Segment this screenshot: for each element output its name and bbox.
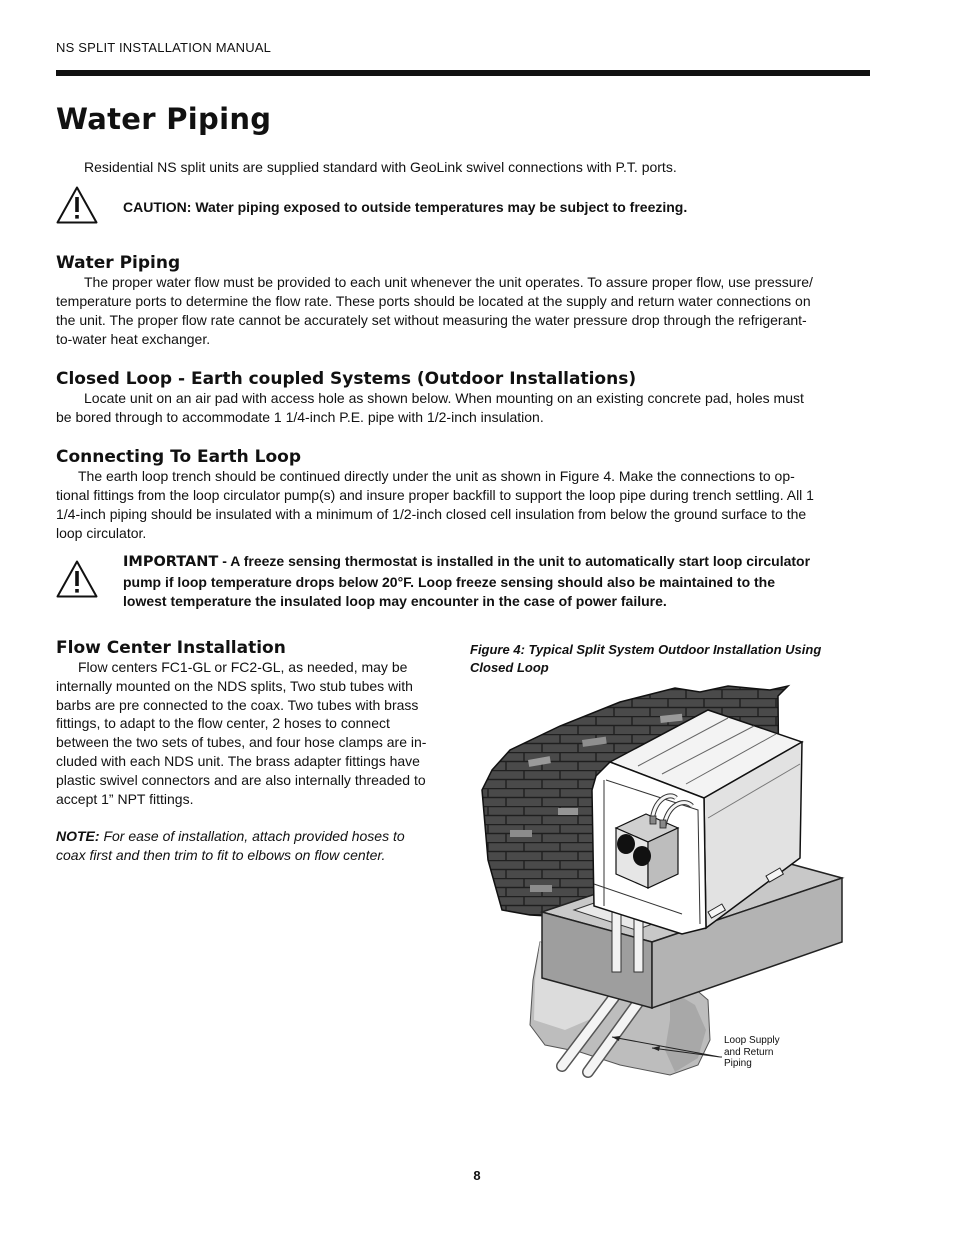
note-line [56,827,454,846]
paragraph-line: Flow centers FC1-GL or FC2-GL, as needed, may be [78,659,408,675]
paragraph-line: cluded with each NDS unit. The brass adapter fittings have [56,752,420,769]
section-heading-water-piping: Water Piping [56,253,181,273]
paragraph-line: 1/4-inch piping should be insulated with a minimum of 1/2-inch closed cell insulation from below the ground surface to the [56,506,807,522]
water-piping-paragraph [56,273,868,349]
callout-line: Loop Supply [724,1035,780,1046]
warning-triangle-icon [56,560,98,598]
paragraph-line: barbs are pre connected to the coax. Two tubes with brass [56,696,419,713]
important-line [123,552,873,573]
paragraph-line: plastic swivel connectors and are also internally threaded to [56,771,426,788]
paragraph-line: fittings, to adapt to the flow center, 2 hoses to connect [56,715,390,732]
note-text: For ease of installation, attach provided hoses to [99,828,405,844]
important-notice [123,552,873,612]
important-label: IMPORTANT [123,554,219,570]
flow-center-note [56,827,454,865]
note-line: coax first and then trim to fit to elbows on flow center. [56,846,386,863]
callout-line: and Return [724,1046,774,1058]
paragraph-line: The earth loop trench should be continued directly under the unit as shown in Figure 4. Make the connections to op- [78,468,795,484]
paragraph-line: the unit. The proper flow rate cannot be accurately set without measuring the water pressure drop through the refrigerant- [56,312,807,328]
caution-text: CAUTION: Water piping exposed to outside temperatures may be subject to freezing. [123,199,688,215]
paragraph-line: accept 1” NPT fittings. [56,790,194,807]
flow-center-paragraph [56,658,454,808]
section-heading-earth-loop: Connecting To Earth Loop [56,447,302,467]
callout-line: Piping [724,1058,752,1069]
caption-line: Closed Loop [470,660,549,675]
section-heading-flow-center: Flow Center Installation [56,638,286,658]
paragraph-line: The proper water flow must be provided to each unit whenever the unit operates. To assure proper flow, use pressure/ [84,274,813,290]
outdoor-installation-illustration [470,680,870,1100]
paragraph-line: loop circulator. [56,525,147,541]
intro-text: Residential NS split units are supplied standard with GeoLink swivel connections with P.T. ports. [84,159,677,175]
page-title: Water Piping [56,102,272,136]
header-rule [56,70,870,76]
section-heading-closed-loop: Closed Loop - Earth coupled Systems (Outdoor Installations) [56,369,637,389]
earth-loop-paragraph [56,467,868,543]
caption-line: Figure 4: Typical Split System Outdoor Installation Using [470,642,822,657]
paragraph-line: be bored through to accommodate 1 1/4-inch P.E. pipe with 1/2-inch insulation. [56,409,544,425]
important-text: - A freeze sensing thermostat is installed in the unit to automatically start loop circulator [218,553,811,569]
warning-triangle-icon [56,186,98,224]
paragraph-line: tional fittings from the loop circulator pump(s) and insure proper backfill to support the loop pipe during trench settling. All 1 [56,487,814,503]
paragraph-line: between the two sets of tubes, and four hose clamps are in- [56,734,427,751]
important-line: lowest temperature the insulated loop may encounter in the case of power failure. [123,593,667,609]
note-label: NOTE: [56,828,100,844]
running-header: NS SPLIT INSTALLATION MANUAL [56,40,272,55]
figure-callout-label [724,1035,780,1070]
paragraph-line: to-water heat exchanger. [56,331,211,347]
paragraph-line: internally mounted on the NDS splits, Two stub tubes with [56,677,413,694]
paragraph-line: temperature ports to determine the flow rate. These ports should be located at the supply and return water connections on [56,293,811,309]
figure-caption [470,641,870,677]
page-number: 8 [473,1168,481,1183]
closed-loop-paragraph [56,389,868,427]
important-line: pump if loop temperature drops below 20°F. Loop freeze sensing should also be maintained to the [123,573,776,590]
paragraph-line: Locate unit on an air pad with access hole as shown below. When mounting on an existing concrete pad, holes must [84,390,804,406]
